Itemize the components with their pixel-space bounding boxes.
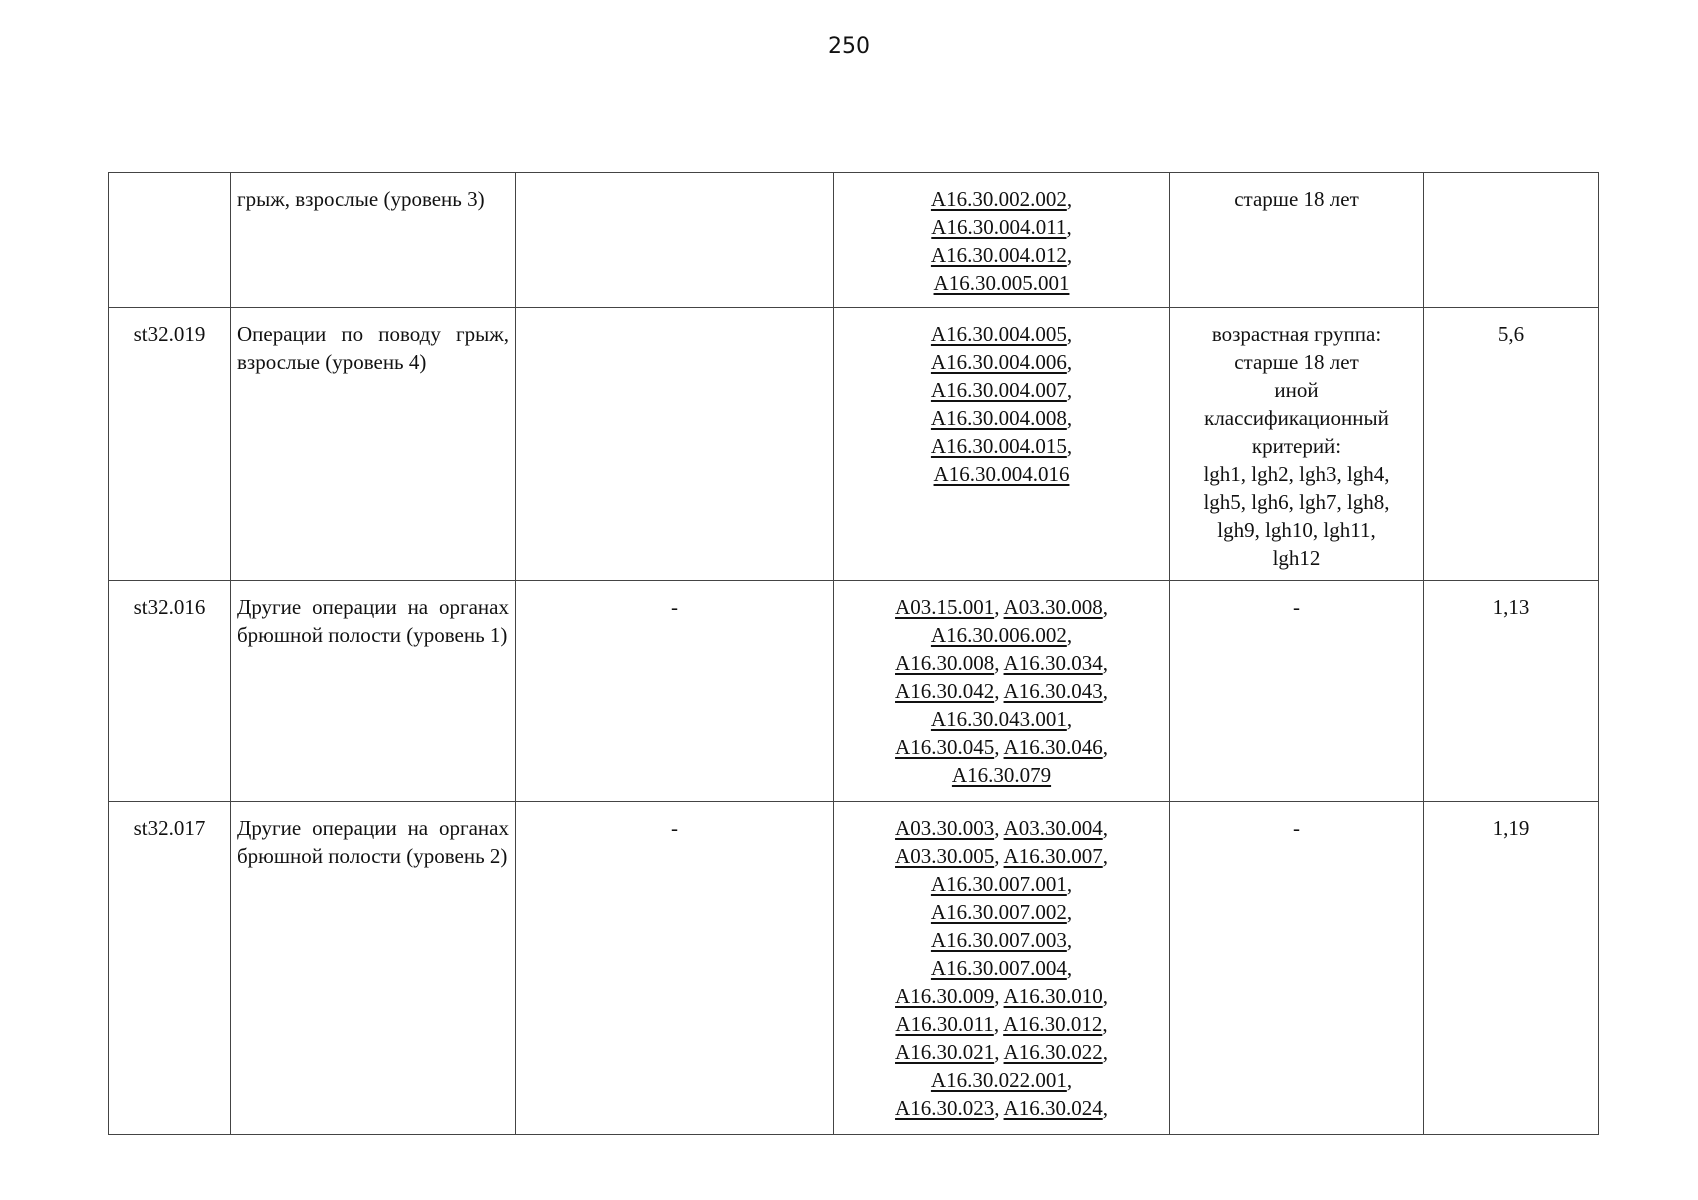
services-line: A16.30.004.008,	[930, 406, 1073, 430]
service-code-link[interactable]: A16.30.007	[1003, 844, 1103, 868]
services-line	[840, 761, 1163, 789]
diagnosis-cell	[516, 173, 834, 308]
coefficient-cell: 1,13	[1424, 581, 1599, 802]
criteria-cell	[1170, 173, 1424, 308]
table-row	[109, 173, 1599, 308]
service-code-link[interactable]: A03.30.005	[895, 844, 995, 868]
service-code-link[interactable]: A16.30.007.001	[930, 872, 1067, 896]
services-line: A16.30.022.001,	[930, 1068, 1073, 1092]
services-line: A16.30.043.001,	[930, 707, 1073, 731]
service-code-link[interactable]: A16.30.022.001	[930, 1068, 1067, 1092]
service-code-link[interactable]: A16.30.007.003	[930, 928, 1067, 952]
service-code-link[interactable]: A16.30.008	[895, 651, 995, 675]
service-code-link[interactable]: A16.30.004.007	[930, 378, 1067, 402]
service-code-link[interactable]: A16.30.012	[1003, 1012, 1103, 1036]
service-code-link[interactable]: A16.30.021	[895, 1040, 995, 1064]
criteria-line: классификационный	[1204, 406, 1389, 430]
service-code-link[interactable]: A16.30.004.005	[930, 322, 1067, 346]
service-code-link[interactable]: A03.30.008	[1003, 595, 1103, 619]
service-code-link[interactable]: A16.30.004.011	[931, 215, 1067, 239]
table-row	[109, 802, 1599, 1135]
service-code-link[interactable]: A16.30.002.002	[930, 187, 1067, 211]
service-code-link[interactable]: A16.30.004.016	[933, 462, 1070, 486]
ksg-code-cell	[109, 173, 231, 308]
diagnosis-cell: -	[516, 581, 834, 802]
services-line: A16.30.006.002,	[930, 623, 1073, 647]
services-line: A03.30.005, A16.30.007,	[895, 844, 1108, 868]
service-code-link[interactable]: A03.30.003	[895, 816, 995, 840]
service-code-link[interactable]: A03.30.004	[1003, 816, 1103, 840]
table-row	[109, 308, 1599, 581]
services-line: A16.30.004.007,	[930, 378, 1073, 402]
services-cell	[834, 581, 1170, 802]
criteria-line: критерий:	[1251, 434, 1342, 458]
services-line: A16.30.008, A16.30.034,	[895, 651, 1108, 675]
criteria-line: lgh9, lgh10, lgh11,	[1217, 518, 1376, 542]
services-line: A16.30.004.005,	[930, 322, 1073, 346]
service-code-link[interactable]: A16.30.004.012	[930, 243, 1067, 267]
services-cell	[834, 173, 1170, 308]
service-code-link[interactable]: A16.30.004.008	[930, 406, 1067, 430]
criteria-line: возрастная группа:	[1211, 322, 1382, 346]
criteria-cell	[1170, 581, 1424, 802]
services-cell	[834, 802, 1170, 1135]
diagnosis-cell	[516, 308, 834, 581]
services-line: A16.30.021, A16.30.022,	[895, 1040, 1108, 1064]
services-line: A16.30.004.011,	[931, 215, 1072, 239]
services-line: A16.30.007.004,	[930, 956, 1073, 980]
ksg-name-cell: грыж, взрослые (уровень 3)	[231, 173, 516, 308]
services-line: A16.30.045, A16.30.046,	[895, 735, 1108, 759]
ksg-code-cell: st32.016	[109, 581, 231, 802]
service-code-link[interactable]: A16.30.007.002	[930, 900, 1067, 924]
criteria-line: старше 18 лет	[1234, 187, 1359, 211]
service-code-link[interactable]: A16.30.010	[1003, 984, 1103, 1008]
services-line: A16.30.009, A16.30.010,	[895, 984, 1108, 1008]
service-code-link[interactable]: A16.30.004.006	[930, 350, 1067, 374]
services-line: A03.30.003, A03.30.004,	[895, 816, 1108, 840]
criteria-line: lgh12	[1272, 546, 1321, 570]
criteria-line: -	[1293, 816, 1300, 840]
tariff-table	[108, 172, 1599, 1135]
services-line: A16.30.004.012,	[930, 243, 1073, 267]
diagnosis-cell: -	[516, 802, 834, 1135]
services-line: A16.30.007.003,	[930, 928, 1073, 952]
services-line: A16.30.023, A16.30.024,	[895, 1096, 1108, 1120]
services-line: A03.15.001, A03.30.008,	[895, 595, 1108, 619]
criteria-line: старше 18 лет	[1234, 350, 1359, 374]
services-line: A16.30.004.015,	[930, 434, 1073, 458]
service-code-link[interactable]: A16.30.043	[1003, 679, 1103, 703]
criteria-cell	[1170, 308, 1424, 581]
criteria-line: иной	[1274, 378, 1319, 402]
service-code-link[interactable]: A16.30.024	[1003, 1096, 1103, 1120]
services-line: A16.30.007.001,	[930, 872, 1073, 896]
service-code-link[interactable]: A16.30.042	[895, 679, 995, 703]
services-line: A16.30.002.002,	[930, 187, 1073, 211]
ksg-name-cell: Другие операции на органах брюшной полости (уровень 2)	[231, 802, 516, 1135]
page-number: 250	[828, 34, 870, 59]
criteria-cell	[1170, 802, 1424, 1135]
service-code-link[interactable]: A16.30.023	[895, 1096, 995, 1120]
table-row	[109, 581, 1599, 802]
services-line	[840, 269, 1163, 297]
service-code-link[interactable]: A16.30.007.004	[930, 956, 1067, 980]
service-code-link[interactable]: A16.30.034	[1003, 651, 1103, 675]
services-cell	[834, 308, 1170, 581]
services-line: A16.30.004.006,	[930, 350, 1073, 374]
service-code-link[interactable]: A16.30.079	[951, 763, 1052, 787]
service-code-link[interactable]: A16.30.043.001	[930, 707, 1067, 731]
ksg-name-cell: Операции по поводу грыж, взрослые (уровень 4)	[231, 308, 516, 581]
ksg-code-cell: st32.017	[109, 802, 231, 1135]
services-line: A16.30.042, A16.30.043,	[895, 679, 1108, 703]
services-line	[840, 460, 1163, 488]
coefficient-cell	[1424, 173, 1599, 308]
service-code-link[interactable]: A16.30.046	[1003, 735, 1103, 759]
service-code-link[interactable]: A03.15.001	[895, 595, 995, 619]
service-code-link[interactable]: A16.30.009	[895, 984, 995, 1008]
coefficient-cell: 5,6	[1424, 308, 1599, 581]
service-code-link[interactable]: A16.30.004.015	[930, 434, 1067, 458]
services-line: A16.30.007.002,	[930, 900, 1073, 924]
ksg-code-cell: st32.019	[109, 308, 231, 581]
coefficient-cell: 1,19	[1424, 802, 1599, 1135]
service-code-link[interactable]: A16.30.005.001	[933, 271, 1070, 295]
ksg-name-cell: Другие операции на органах брюшной полости (уровень 1)	[231, 581, 516, 802]
criteria-line: -	[1293, 595, 1300, 619]
service-code-link[interactable]: A16.30.022	[1003, 1040, 1103, 1064]
service-code-link[interactable]: A16.30.006.002	[930, 623, 1067, 647]
criteria-line: lgh5, lgh6, lgh7, lgh8,	[1203, 490, 1390, 514]
criteria-line: lgh1, lgh2, lgh3, lgh4,	[1203, 462, 1390, 486]
service-code-link[interactable]: A16.30.045	[895, 735, 995, 759]
service-code-link[interactable]: A16.30.011	[895, 1012, 994, 1036]
services-line: A16.30.011, A16.30.012,	[895, 1012, 1108, 1036]
